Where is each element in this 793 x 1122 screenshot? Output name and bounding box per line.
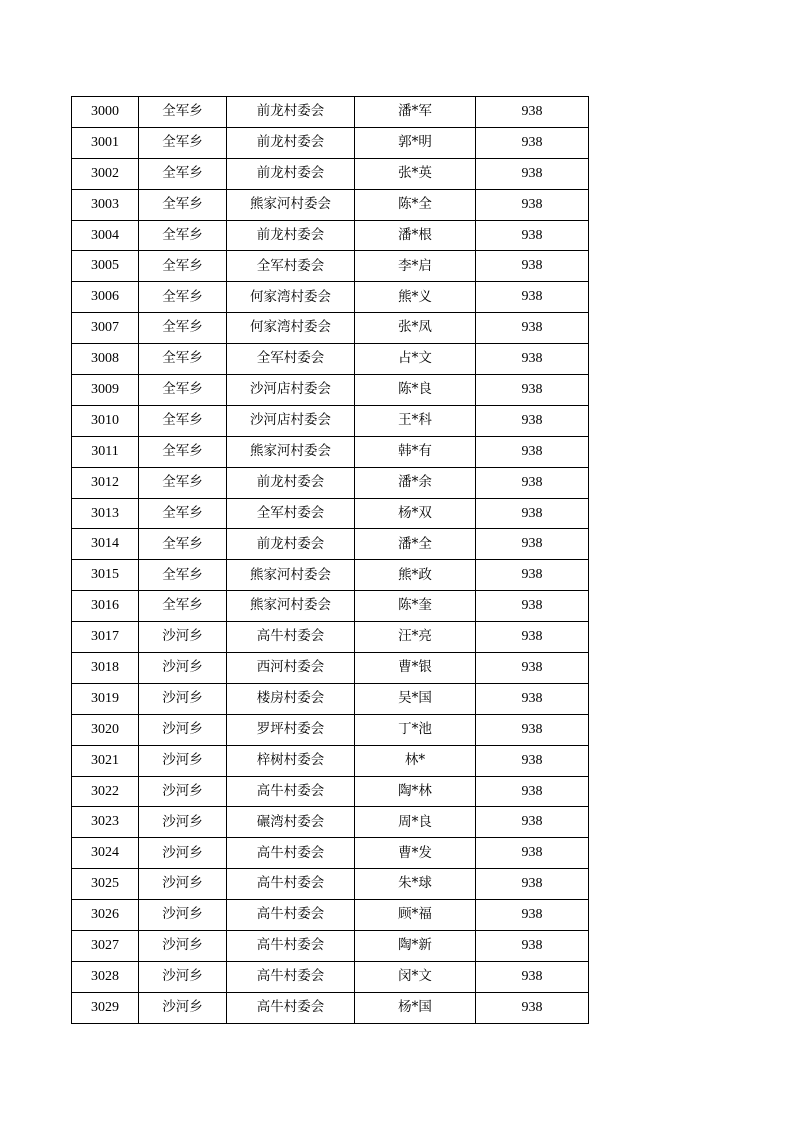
name-cell: 丁*池 — [355, 714, 476, 745]
serial-cell: 3010 — [72, 405, 139, 436]
serial-cell: 3029 — [72, 992, 139, 1023]
name-cell: 杨*国 — [355, 992, 476, 1023]
township-cell: 沙河乡 — [139, 622, 227, 653]
serial-cell: 3003 — [72, 189, 139, 220]
amount-cell: 938 — [476, 436, 589, 467]
village-committee-cell: 何家湾村委会 — [227, 282, 355, 313]
table-row — [72, 653, 589, 684]
table-row — [72, 591, 589, 622]
village-committee-cell: 罗坪村委会 — [227, 714, 355, 745]
table-row — [72, 313, 589, 344]
amount-cell: 938 — [476, 251, 589, 282]
name-cell: 郭*明 — [355, 127, 476, 158]
table-row — [72, 838, 589, 869]
serial-cell: 3008 — [72, 344, 139, 375]
name-cell: 王*科 — [355, 405, 476, 436]
village-committee-cell: 全军村委会 — [227, 251, 355, 282]
amount-cell: 938 — [476, 838, 589, 869]
table-row — [72, 776, 589, 807]
amount-cell: 938 — [476, 745, 589, 776]
table-row — [72, 344, 589, 375]
name-cell: 熊*政 — [355, 560, 476, 591]
township-cell: 全军乡 — [139, 591, 227, 622]
serial-cell: 3006 — [72, 282, 139, 313]
table-row — [72, 436, 589, 467]
serial-cell: 3015 — [72, 560, 139, 591]
township-cell: 全军乡 — [139, 313, 227, 344]
village-committee-cell: 前龙村委会 — [227, 220, 355, 251]
amount-cell: 938 — [476, 992, 589, 1023]
table-row — [72, 189, 589, 220]
township-cell: 沙河乡 — [139, 807, 227, 838]
name-cell: 顾*福 — [355, 900, 476, 931]
table-row — [72, 869, 589, 900]
table-row — [72, 807, 589, 838]
serial-cell: 3018 — [72, 653, 139, 684]
serial-cell: 3005 — [72, 251, 139, 282]
amount-cell: 938 — [476, 653, 589, 684]
village-committee-cell: 梓树村委会 — [227, 745, 355, 776]
name-cell: 吴*国 — [355, 683, 476, 714]
serial-cell: 3001 — [72, 127, 139, 158]
township-cell: 沙河乡 — [139, 714, 227, 745]
village-committee-cell: 前龙村委会 — [227, 97, 355, 128]
table-row — [72, 467, 589, 498]
name-cell: 汪*亮 — [355, 622, 476, 653]
serial-cell: 3022 — [72, 776, 139, 807]
village-committee-cell: 前龙村委会 — [227, 127, 355, 158]
township-cell: 全军乡 — [139, 467, 227, 498]
township-cell: 沙河乡 — [139, 776, 227, 807]
serial-cell: 3000 — [72, 97, 139, 128]
serial-cell: 3002 — [72, 158, 139, 189]
table-row — [72, 683, 589, 714]
amount-cell: 938 — [476, 961, 589, 992]
township-cell: 沙河乡 — [139, 992, 227, 1023]
township-cell: 沙河乡 — [139, 900, 227, 931]
name-cell: 陈*全 — [355, 189, 476, 220]
serial-cell: 3012 — [72, 467, 139, 498]
name-cell: 潘*根 — [355, 220, 476, 251]
amount-cell: 938 — [476, 127, 589, 158]
serial-cell: 3026 — [72, 900, 139, 931]
township-cell: 全军乡 — [139, 282, 227, 313]
amount-cell: 938 — [476, 714, 589, 745]
name-cell: 潘*全 — [355, 529, 476, 560]
serial-cell: 3019 — [72, 683, 139, 714]
table-row — [72, 560, 589, 591]
table-row — [72, 622, 589, 653]
amount-cell: 938 — [476, 189, 589, 220]
township-cell: 沙河乡 — [139, 961, 227, 992]
serial-cell: 3023 — [72, 807, 139, 838]
village-committee-cell: 高牛村委会 — [227, 838, 355, 869]
name-cell: 朱*球 — [355, 869, 476, 900]
township-cell: 全军乡 — [139, 158, 227, 189]
village-committee-cell: 高牛村委会 — [227, 931, 355, 962]
table-row — [72, 220, 589, 251]
amount-cell: 938 — [476, 405, 589, 436]
name-cell: 杨*双 — [355, 498, 476, 529]
township-cell: 沙河乡 — [139, 869, 227, 900]
village-committee-cell: 熊家河村委会 — [227, 560, 355, 591]
village-committee-cell: 熊家河村委会 — [227, 591, 355, 622]
township-cell: 全军乡 — [139, 189, 227, 220]
table-row — [72, 251, 589, 282]
serial-cell: 3025 — [72, 869, 139, 900]
village-committee-cell: 前龙村委会 — [227, 467, 355, 498]
amount-cell: 938 — [476, 560, 589, 591]
name-cell: 林* — [355, 745, 476, 776]
serial-cell: 3009 — [72, 375, 139, 406]
serial-cell: 3007 — [72, 313, 139, 344]
name-cell: 陈*奎 — [355, 591, 476, 622]
township-cell: 全军乡 — [139, 498, 227, 529]
amount-cell: 938 — [476, 683, 589, 714]
village-committee-cell: 碾湾村委会 — [227, 807, 355, 838]
village-committee-cell: 高牛村委会 — [227, 900, 355, 931]
amount-cell: 938 — [476, 869, 589, 900]
amount-cell: 938 — [476, 220, 589, 251]
amount-cell: 938 — [476, 807, 589, 838]
village-committee-cell: 高牛村委会 — [227, 992, 355, 1023]
township-cell: 全军乡 — [139, 344, 227, 375]
township-cell: 全军乡 — [139, 220, 227, 251]
name-cell: 张*英 — [355, 158, 476, 189]
name-cell: 潘*余 — [355, 467, 476, 498]
table-row — [72, 498, 589, 529]
township-cell: 全军乡 — [139, 405, 227, 436]
amount-cell: 938 — [476, 900, 589, 931]
name-cell: 熊*义 — [355, 282, 476, 313]
village-committee-cell: 何家湾村委会 — [227, 313, 355, 344]
village-committee-cell: 熊家河村委会 — [227, 189, 355, 220]
village-committee-cell: 沙河店村委会 — [227, 405, 355, 436]
serial-cell: 3020 — [72, 714, 139, 745]
township-cell: 全军乡 — [139, 436, 227, 467]
village-committee-cell: 楼房村委会 — [227, 683, 355, 714]
serial-cell: 3024 — [72, 838, 139, 869]
serial-cell: 3004 — [72, 220, 139, 251]
serial-cell: 3027 — [72, 931, 139, 962]
amount-cell: 938 — [476, 97, 589, 128]
serial-cell: 3021 — [72, 745, 139, 776]
table-row — [72, 405, 589, 436]
amount-cell: 938 — [476, 313, 589, 344]
township-cell: 全军乡 — [139, 560, 227, 591]
table-row — [72, 97, 589, 128]
name-cell: 周*良 — [355, 807, 476, 838]
township-cell: 全军乡 — [139, 251, 227, 282]
name-cell: 韩*有 — [355, 436, 476, 467]
table-row — [72, 961, 589, 992]
amount-cell: 938 — [476, 529, 589, 560]
amount-cell: 938 — [476, 591, 589, 622]
name-cell: 曹*银 — [355, 653, 476, 684]
table-row — [72, 529, 589, 560]
village-committee-cell: 熊家河村委会 — [227, 436, 355, 467]
village-committee-cell: 高牛村委会 — [227, 869, 355, 900]
table-row — [72, 900, 589, 931]
table-body — [72, 97, 589, 1024]
village-committee-cell: 高牛村委会 — [227, 622, 355, 653]
name-cell: 李*启 — [355, 251, 476, 282]
village-committee-cell: 前龙村委会 — [227, 158, 355, 189]
village-committee-cell: 高牛村委会 — [227, 961, 355, 992]
township-cell: 沙河乡 — [139, 653, 227, 684]
serial-cell: 3014 — [72, 529, 139, 560]
table-row — [72, 992, 589, 1023]
amount-cell: 938 — [476, 375, 589, 406]
serial-cell: 3028 — [72, 961, 139, 992]
name-cell: 曹*发 — [355, 838, 476, 869]
name-cell: 陶*新 — [355, 931, 476, 962]
amount-cell: 938 — [476, 158, 589, 189]
township-cell: 全军乡 — [139, 97, 227, 128]
amount-cell: 938 — [476, 931, 589, 962]
amount-cell: 938 — [476, 344, 589, 375]
table-row — [72, 375, 589, 406]
serial-cell: 3011 — [72, 436, 139, 467]
township-cell: 沙河乡 — [139, 838, 227, 869]
village-committee-cell: 沙河店村委会 — [227, 375, 355, 406]
township-cell: 沙河乡 — [139, 683, 227, 714]
data-table — [71, 96, 589, 1024]
name-cell: 占*文 — [355, 344, 476, 375]
table-row — [72, 282, 589, 313]
name-cell: 闵*文 — [355, 961, 476, 992]
name-cell: 张*凤 — [355, 313, 476, 344]
name-cell: 陶*林 — [355, 776, 476, 807]
township-cell: 沙河乡 — [139, 745, 227, 776]
amount-cell: 938 — [476, 622, 589, 653]
amount-cell: 938 — [476, 498, 589, 529]
table-row — [72, 158, 589, 189]
village-committee-cell: 高牛村委会 — [227, 776, 355, 807]
township-cell: 全军乡 — [139, 127, 227, 158]
table-row — [72, 931, 589, 962]
serial-cell: 3016 — [72, 591, 139, 622]
table-row — [72, 745, 589, 776]
serial-cell: 3017 — [72, 622, 139, 653]
amount-cell: 938 — [476, 467, 589, 498]
township-cell: 沙河乡 — [139, 931, 227, 962]
village-committee-cell: 西河村委会 — [227, 653, 355, 684]
village-committee-cell: 前龙村委会 — [227, 529, 355, 560]
amount-cell: 938 — [476, 282, 589, 313]
township-cell: 全军乡 — [139, 375, 227, 406]
amount-cell: 938 — [476, 776, 589, 807]
village-committee-cell: 全军村委会 — [227, 344, 355, 375]
village-committee-cell: 全军村委会 — [227, 498, 355, 529]
serial-cell: 3013 — [72, 498, 139, 529]
table-row — [72, 714, 589, 745]
name-cell: 陈*良 — [355, 375, 476, 406]
township-cell: 全军乡 — [139, 529, 227, 560]
name-cell: 潘*军 — [355, 97, 476, 128]
table-row — [72, 127, 589, 158]
